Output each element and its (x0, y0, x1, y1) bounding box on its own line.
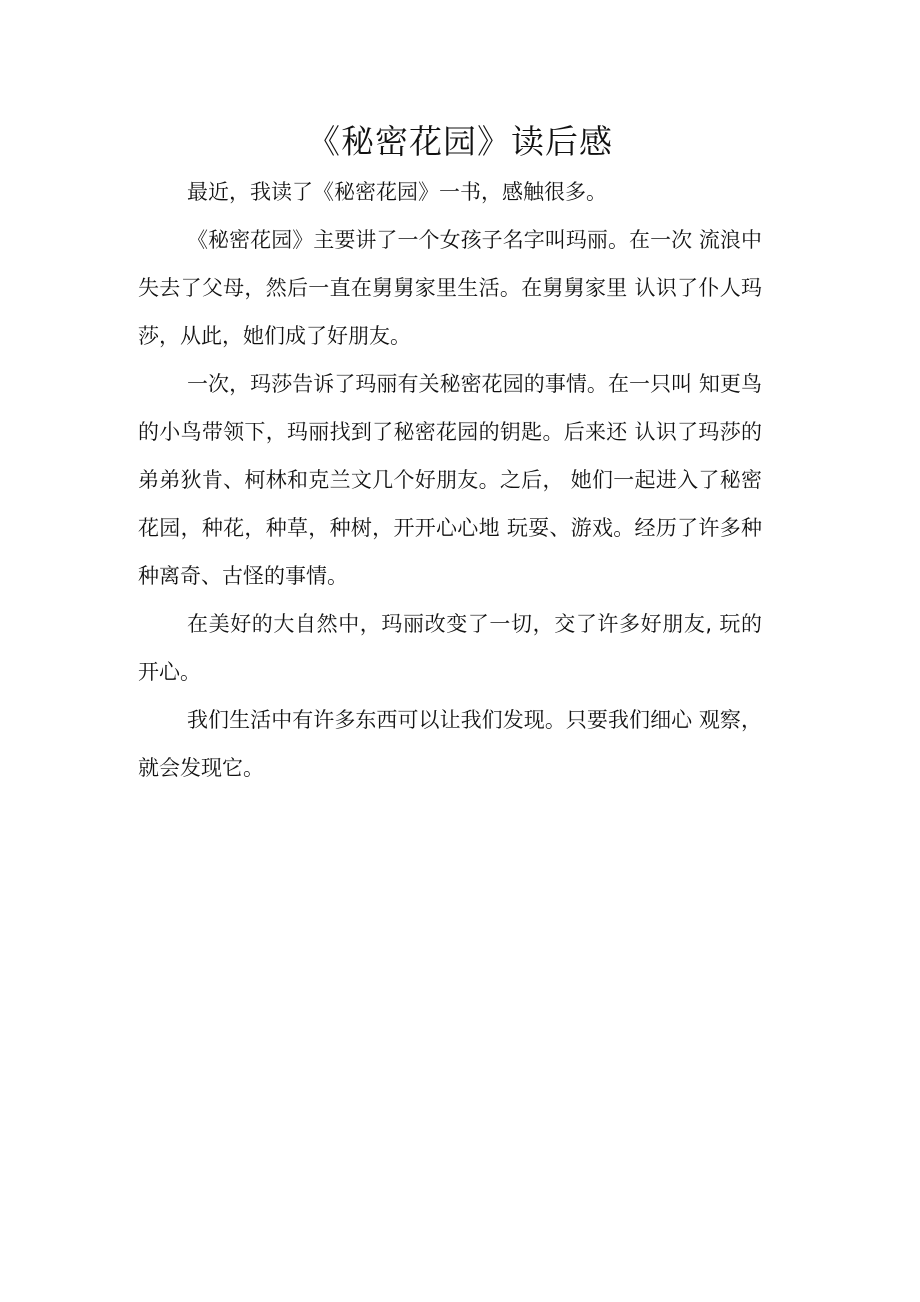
paragraph-3: 一次，玛莎告诉了玛丽有关秘密花园的事情。在一只叫 知更鸟的小鸟带领下，玛丽找到了秘密花园的钥匙。后来还 认识了玛莎的弟弟狄肯、柯林和克兰文几个好朋友。之后， 她们一起进入了秘密花园，种花，种草，种树，开开心心地 玩耍、游戏。经历了许多种种离奇、古怪的事情。 (138, 372, 762, 588)
paragraph-5: 我们生活中有许多东西可以让我们发现。只要我们细心 观察，就会发现它。 (138, 708, 762, 780)
paragraph-4: 在美好的大自然中，玛丽改变了一切，交了许多好朋友, 玩的开心。 (138, 612, 762, 684)
document-body (138, 168, 762, 792)
document-title: 《秘密花园》读后感 (307, 122, 613, 161)
paragraph-1: 最近，我读了《秘密花园》一书，感触很多。 (187, 180, 607, 204)
paragraph-2: 《秘密花园》主要讲了一个女孩子名字叫玛丽。在一次 流浪中失去了父母，然后一直在舅舅家里生活。在舅舅家里 认识了仆人玛莎，从此，她们成了好朋友。 (138, 228, 762, 348)
